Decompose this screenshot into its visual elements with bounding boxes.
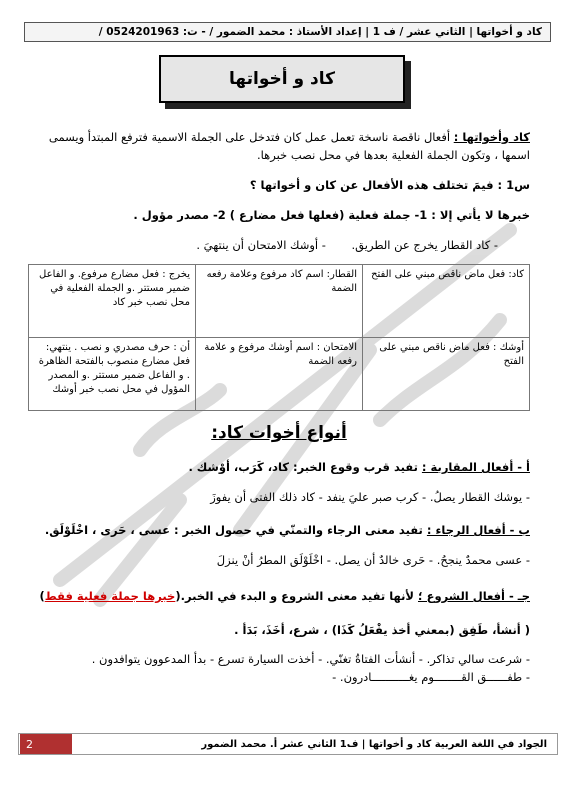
section-a bbox=[28, 458, 530, 476]
section-b bbox=[28, 521, 530, 539]
section-c-examples-2 bbox=[28, 668, 530, 686]
header-bar bbox=[24, 22, 551, 42]
page-number bbox=[20, 734, 72, 754]
section-b-label: ب - أفعال الرجاء : bbox=[426, 523, 530, 537]
intro-label: كاد وأخواتها : bbox=[453, 130, 530, 144]
table-cell: يخرج : فعل مضارع مرفوع. و الفاعل ضمير مستتر .و الجملة الفعلية في محل نصب خبر كاد bbox=[29, 265, 196, 338]
page-title-text: كاد و أخواتها bbox=[229, 69, 335, 89]
table-cell: كاد: فعل ماض ناقص مبني على الفتح bbox=[363, 265, 530, 338]
section-c-text: لأنها تفيد معنى الشروع و البدء في الخبر.( bbox=[175, 589, 414, 603]
header-text: كاد و أخواتها | الثاني عشر / ف 1 | إعداد الأستاذ : محمد الضمور / - ت: 0524201963 / bbox=[98, 26, 542, 38]
footer-bar bbox=[18, 733, 558, 755]
table-cell: أن : حرف مصدري و نصب . ينتهي: فعل مضارع منصوب بالفتحة الظاهرة . و الفاعل ضمير مستتر .و المصدر المؤول في محل نصب خبر أوشك bbox=[29, 338, 196, 411]
section-c-label: جـ - أفعال الشروع ؛ bbox=[418, 589, 530, 603]
types-heading-text: أنواع أخوات كاد: bbox=[211, 423, 347, 443]
example-1b: - أوشك الامتحان أن ينتهيَ . bbox=[196, 238, 326, 252]
section-b-examples bbox=[28, 551, 530, 569]
examples-1 bbox=[28, 236, 498, 254]
table-cell: أوشك : فعل ماض ناقص مبني على الفتح bbox=[363, 338, 530, 411]
section-b-examples-text: - عسى محمدٌ ينجحُ. - حَرى خالدٌ أن يصل. - اخْلَوْلَق المطرُ أنْ ينزلَ bbox=[216, 553, 530, 567]
section-a-examples bbox=[28, 488, 530, 506]
types-heading bbox=[28, 423, 530, 443]
section-c bbox=[28, 587, 530, 605]
section-a-label: أ - أفعال المقاربة : bbox=[421, 460, 530, 474]
table-cell: القطار: اسم كاد مرفوع وعلامة رفعه الضمة bbox=[196, 265, 363, 338]
section-c-close: ) bbox=[39, 589, 45, 603]
section-c-list bbox=[28, 621, 530, 639]
section-b-text: تفيد معنى الرجاء والتمنّي في حصول الخبر : عسى ، حَرى ، اخْلَوْلَق. bbox=[44, 523, 423, 537]
khabar-text: خبرها لا يأتي إلا : 1- جملة فعلية (فعلها فعل مضارع ) 2- مصدر مؤول . bbox=[133, 208, 530, 222]
khabar-rule bbox=[28, 206, 530, 224]
section-c-ex1: - شرعت سالي تذاكر. - أنشأت الفتاةُ تغنّي. - أخذت السيارة تسرع - بدأ المدعوون يتوافدون . bbox=[91, 652, 530, 666]
q1-text: فيمَ تختلف هذه الأفعال عن كان و أخواتها ؟ bbox=[249, 178, 494, 192]
intro-line2: اسمها ، وتكون الجملة الفعلية بعدها في محل نصب خبرها. bbox=[257, 148, 530, 162]
section-c-list-text: ( أنشأ، طَفِق (بمعني أخذ يفْعَلُ كَذَا) ، شرع، أخَذَ، بَدَأ . bbox=[234, 623, 530, 637]
section-c-examples bbox=[28, 650, 530, 668]
page-title bbox=[159, 55, 405, 103]
question-1 bbox=[28, 176, 530, 194]
intro-line1: أفعال ناقصة ناسخة تعمل عمل كان فتدخل على الجملة الاسمية فترفع المبتدأ ويسمى bbox=[48, 130, 451, 144]
table-row bbox=[29, 265, 530, 338]
section-c-ex2: - طفــــــق القــــــــوم يغـــــــــــادرون. - bbox=[332, 670, 530, 684]
section-a-text: تفيد قرب وقوع الخبر: كاد، كَرَب، أوْشك . bbox=[188, 460, 418, 474]
intro-paragraph bbox=[28, 128, 530, 164]
footer-text: الجواد في اللغة العربية كاد و أخواتها | ف1 الثاني عشر أ. محمد الضمور bbox=[201, 738, 547, 750]
parsing-table bbox=[28, 264, 530, 411]
section-c-note: خبرها جملة فعلية فقط bbox=[44, 589, 176, 603]
q1-label: س1 : bbox=[497, 178, 530, 192]
page-number-text: 2 bbox=[26, 737, 33, 751]
section-a-examples-text: - يوشك القطار يصلُ. - كرب صبر عليَ ينفد - كاد ذلك الفتى أن يفوزَ bbox=[210, 490, 530, 504]
table-cell: الامتحان : اسم أوشك مرفوع و علامة رفعه الضمة bbox=[196, 338, 363, 411]
table-row bbox=[29, 338, 530, 411]
example-1a: - كاد القطار يخرج عن الطريق. bbox=[351, 238, 498, 252]
